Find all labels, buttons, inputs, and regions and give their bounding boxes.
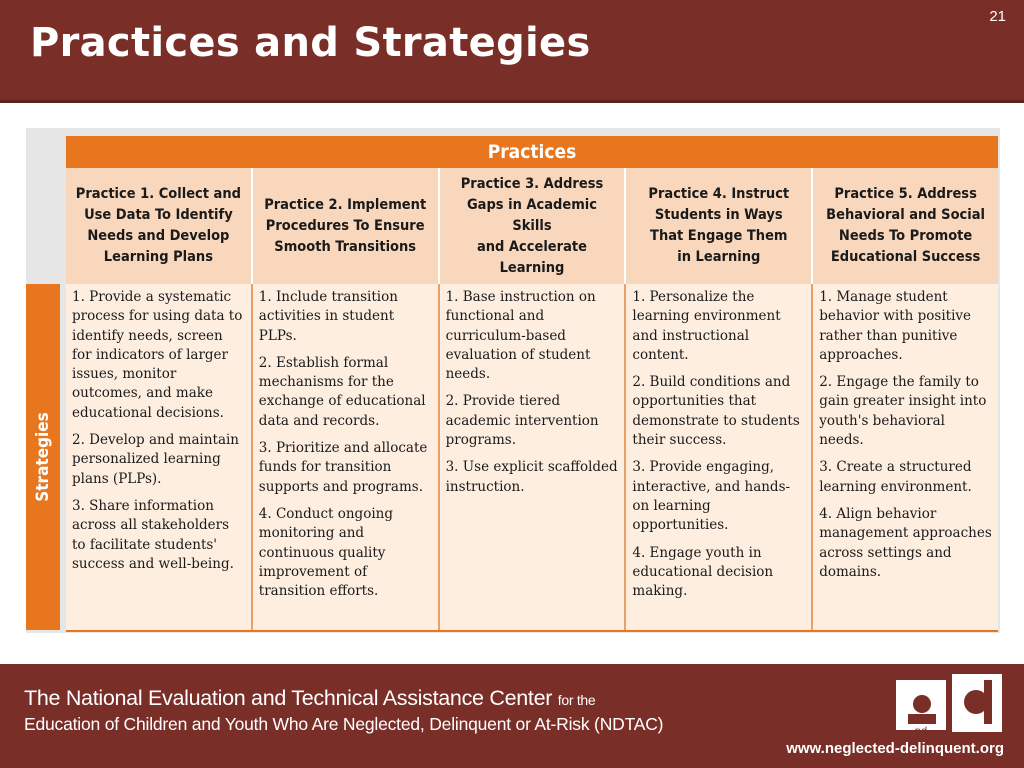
- strategies-label: Strategies: [33, 412, 53, 502]
- website-url[interactable]: www.neglected-delinquent.org: [786, 740, 1004, 757]
- practice-3-strategies: [438, 284, 625, 630]
- strategy-item: 3. Prioritize and allocate funds for transition supports and programs.: [258, 440, 428, 495]
- practices-strategies-table: [26, 128, 1000, 633]
- strategy-item: 3. Provide engaging, interactive, and hands-on learning opportunities.: [632, 459, 791, 534]
- strategy-item: 3. Create a structured learning environment.: [819, 459, 972, 495]
- strategy-item: 4. Conduct ongoing monitoring and continuous quality improvement of transition efforts.: [258, 505, 393, 600]
- strategy-item: 2. Engage the family to gain greater insight into youth's behavioral needs.: [819, 374, 987, 449]
- practice-1-heading: Practice 1. Collect and Use Data To Identify Needs and Develop Learning Plans: [75, 186, 241, 265]
- strategy-item: 1. Provide a systematic process for using data to identify needs, screen for indicators of larger issues, monitor outcomes, and make educational decisions.: [72, 289, 243, 421]
- slide-title: Practices and Strategies: [30, 20, 591, 66]
- org-name-line2: Education of Children and Youth Who Are Neglected, Delinquent or At-Risk (NDTAC): [24, 714, 664, 734]
- practice-5-heading: Practice 5. Address Behavioral and Social Needs To Promote Educational Success: [811, 168, 998, 284]
- practice-2-strategies: [251, 284, 438, 630]
- practice-3-heading: Practice 3. Address Gaps in Academic Skills and Accelerate Learning: [438, 168, 625, 284]
- practice-headings-row: [66, 168, 998, 284]
- strategy-item: 3. Share information across all stakeholders to facilitate students' success and well-being.: [72, 497, 234, 572]
- org-name-main: The National Evaluation and Technical Assistance Center: [24, 686, 553, 710]
- strategy-item: 2. Provide tiered academic intervention programs.: [445, 393, 599, 449]
- slide-header: [0, 0, 1024, 103]
- strategy-item: 2. Establish formal mechanisms for the exchange of educational data and records.: [258, 354, 426, 429]
- practice-2-heading: Practice 2. Implement Procedures To Ensure Smooth Transitions: [251, 168, 438, 284]
- strategy-item: 4. Align behavior management approaches across settings and domains.: [819, 505, 992, 580]
- strategy-item: 1. Include transition activities in student PLPs.: [258, 289, 398, 344]
- strategy-item: 1. Manage student behavior with positive rather than punitive approaches.: [819, 289, 972, 363]
- org-name-suffix: for the: [557, 692, 596, 708]
- practices-header-bar: Practices: [66, 136, 998, 168]
- strategies-side-bar: [26, 284, 60, 630]
- practice-5-strategies: [811, 284, 998, 630]
- strategies-row: [66, 284, 998, 632]
- org-name-line1: [24, 686, 595, 711]
- strategy-item: 1. Base instruction on functional and curriculum-based evaluation of student needs.: [445, 289, 596, 383]
- practice-4-strategies: [624, 284, 811, 630]
- logo-text: nd: [914, 726, 928, 736]
- strategy-item: 1. Personalize the learning environment and instructional content.: [632, 289, 781, 363]
- strategy-item: 3. Use explicit scaffolded instruction.: [445, 459, 618, 495]
- practice-1-strategies: [66, 284, 251, 630]
- strategy-item: 4. Engage youth in educational decision making.: [632, 544, 774, 600]
- practice-4-heading: Practice 4. Instruct Students in Ways That Engage Them in Learning: [624, 168, 811, 284]
- strategy-item: 2. Build conditions and opportunities that demonstrate to students their success.: [632, 374, 800, 449]
- ndtac-logo-icon: [896, 674, 1004, 736]
- strategy-item: 2. Develop and maintain personalized learning plans (PLPs).: [72, 432, 240, 487]
- slide-footer: [0, 664, 1024, 768]
- slide-number: 21: [989, 8, 1006, 25]
